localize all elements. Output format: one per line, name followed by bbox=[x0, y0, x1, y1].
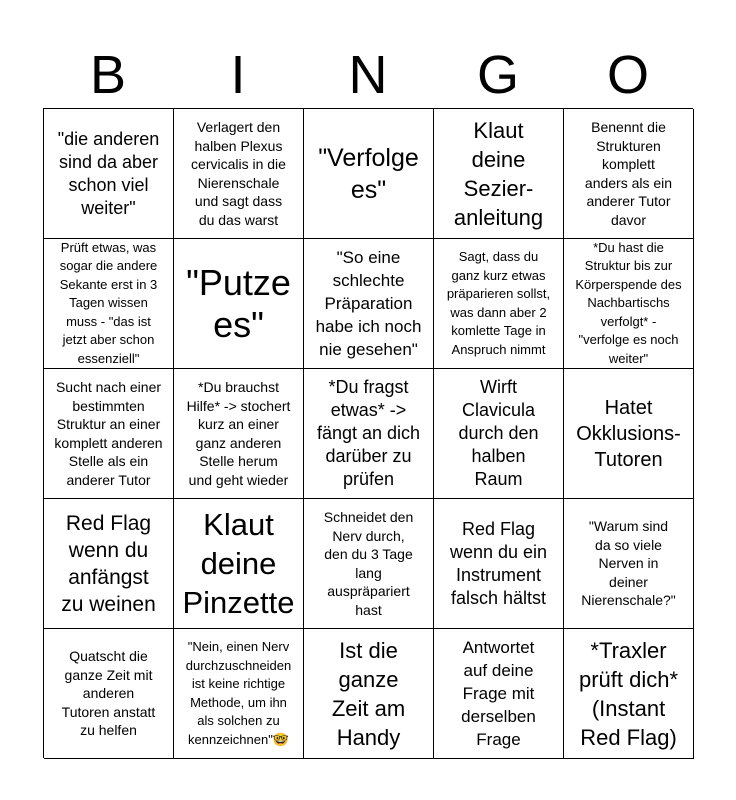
cell-text: Sucht nach einer bestimmten Struktur an einer komplett anderen Stelle als ein anderer Tutor bbox=[54, 379, 163, 488]
cell-text: Sagt, dass du ganz kurz etwas präparieren sollst, was dann aber 2 komlette Tage in Anspruch nimmt bbox=[446, 249, 551, 357]
bingo-cell[interactable] bbox=[44, 629, 174, 759]
cell-text: Klaut deine Pinzette bbox=[182, 507, 295, 620]
cell-text: Benennt die Strukturen komplett anders als ein anderer Tutor davor bbox=[584, 119, 673, 228]
title-letter-i: I bbox=[230, 45, 246, 105]
bingo-cell[interactable] bbox=[434, 369, 564, 499]
bingo-cell[interactable] bbox=[304, 109, 434, 239]
cell-text: Klaut deine Sezier- anleitung bbox=[453, 117, 544, 230]
bingo-cell[interactable] bbox=[174, 369, 304, 499]
bingo-cell[interactable] bbox=[564, 629, 694, 759]
cell-text: "Warum sind da so viele Nerven in deiner Nierenschale?" bbox=[581, 518, 676, 609]
bingo-cell[interactable] bbox=[434, 629, 564, 759]
cell-text: "Nein, einen Nerv durchzuschneiden ist keine richtige Methode, um ihn als solchen zu kennzeichnen"🤓 bbox=[185, 639, 292, 747]
bingo-cell[interactable] bbox=[174, 239, 304, 369]
cell-text: Hatet Okklusions- Tutoren bbox=[576, 396, 681, 471]
bingo-title bbox=[43, 40, 693, 108]
cell-text: "Putze es" bbox=[186, 261, 291, 345]
cell-text: Red Flag wenn du ein Instrument falsch hältst bbox=[449, 518, 548, 608]
title-letter-g: G bbox=[476, 45, 519, 105]
bingo-cell[interactable] bbox=[44, 239, 174, 369]
cell-text: *Du brauchst Hilfe* -> stochert kurz an einer ganz anderen Stelle herum und geht wieder bbox=[186, 379, 291, 488]
cell-text: *Du hast die Struktur bis zur Körperspende des Nachbartischs verfolgt* - "verfolge es noch weiter" bbox=[575, 239, 682, 366]
title-letter-b: B bbox=[89, 45, 127, 105]
bingo-cell[interactable] bbox=[434, 109, 564, 239]
bingo-cell[interactable] bbox=[564, 369, 694, 499]
cell-text: "So eine schlechte Präparation habe ich noch nie gesehen" bbox=[315, 248, 422, 359]
bingo-cell[interactable] bbox=[44, 109, 174, 239]
cell-text: *Traxler prüft dich* (Instant Red Flag) bbox=[578, 637, 679, 750]
bingo-cell[interactable] bbox=[174, 499, 304, 629]
bingo-cell[interactable] bbox=[564, 109, 694, 239]
cell-text: Prüft etwas, was sogar die andere Sekante erst in 3 Tagen wissen muss - "das ist jetzt aber schon essenziell" bbox=[59, 239, 158, 366]
bingo-cell[interactable] bbox=[44, 369, 174, 499]
cell-text: Red Flag wenn du anfängst zu weinen bbox=[61, 511, 156, 616]
bingo-cell[interactable] bbox=[434, 239, 564, 369]
bingo-cell[interactable] bbox=[174, 109, 304, 239]
bingo-cell[interactable] bbox=[304, 629, 434, 759]
bingo-cell[interactable] bbox=[434, 499, 564, 629]
bingo-cell[interactable] bbox=[44, 499, 174, 629]
cell-text: Wirft Clavicula durch den halben Raum bbox=[458, 377, 539, 489]
cell-text: "Verfolge es" bbox=[318, 143, 419, 204]
bingo-cell[interactable] bbox=[174, 629, 304, 759]
bingo-cell[interactable] bbox=[304, 499, 434, 629]
cell-text: Ist die ganze Zeit am Handy bbox=[331, 637, 406, 750]
bingo-cell[interactable] bbox=[564, 499, 694, 629]
title-letter-o: O bbox=[606, 45, 649, 105]
cell-text: "die anderen sind da aber schon viel weiter" bbox=[57, 128, 160, 218]
cell-text: Verlagert den halben Plexus cervicalis in die Nierenschale und sagt dass du das warst bbox=[191, 119, 286, 228]
bingo-cell[interactable] bbox=[304, 239, 434, 369]
cell-text: *Du fragst etwas* -> fängt an dich darüber zu prüfen bbox=[316, 377, 421, 489]
bingo-board bbox=[43, 108, 693, 758]
cell-text: Schneidet den Nerv durch, den du 3 Tage lang auspräpariert hast bbox=[323, 509, 414, 618]
cell-text: Quatscht die ganze Zeit mit anderen Tutoren anstatt zu helfen bbox=[61, 648, 156, 739]
title-letter-n: N bbox=[348, 45, 388, 105]
bingo-cell[interactable] bbox=[304, 369, 434, 499]
cell-text: Antwortet auf deine Frage mit derselben Frage bbox=[461, 638, 536, 749]
bingo-cell[interactable] bbox=[564, 239, 694, 369]
